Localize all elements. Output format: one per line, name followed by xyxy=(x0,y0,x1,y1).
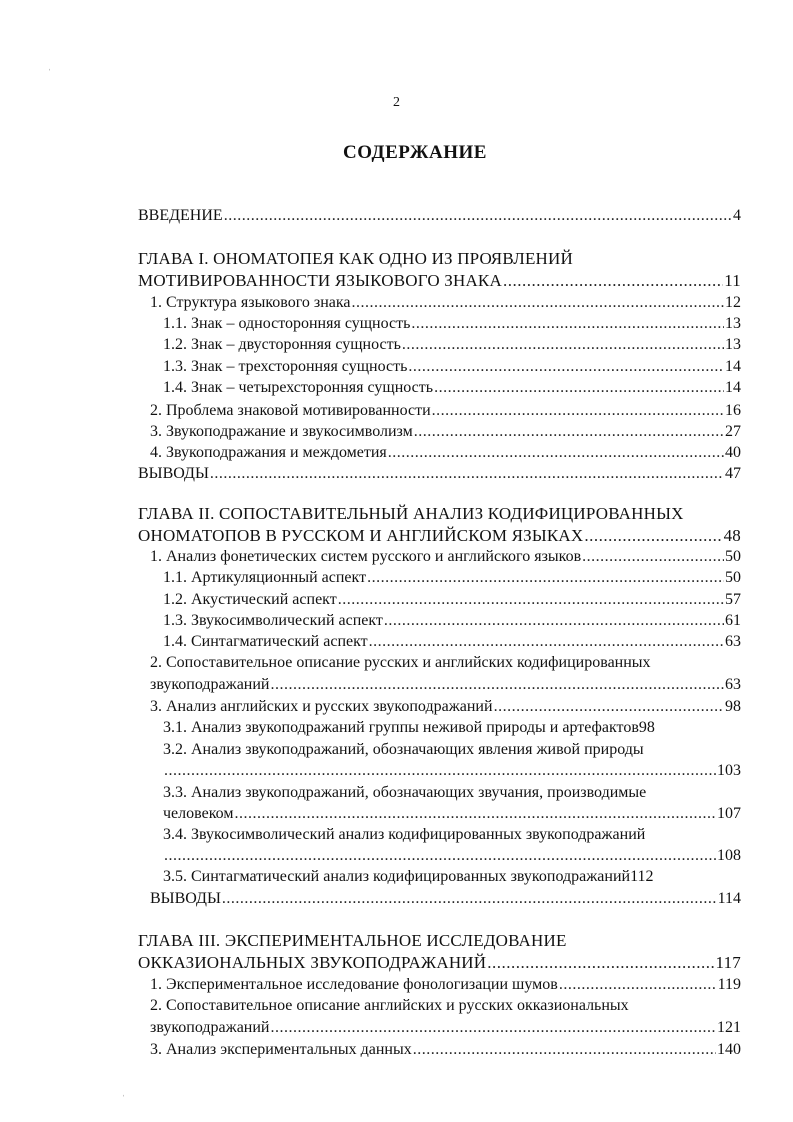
toc-entry-intro[interactable] xyxy=(138,205,741,227)
toc-leader-dots xyxy=(270,674,724,696)
toc-entry-label: ОККАЗИОНАЛЬНЫХ ЗВУКОПОДРАЖАНИЙ xyxy=(138,953,487,972)
toc-entry-label: 1. Экспериментальное исследование фонологизации шумов xyxy=(150,976,558,993)
toc-entry-label: 1.3. Знак – трехсторонняя сущность xyxy=(163,358,408,375)
toc-entry-label: ВВЕДЕНИЕ xyxy=(138,207,223,224)
toc-chapter-3-title-cont[interactable] xyxy=(138,952,741,974)
toc-entry-label: человеком xyxy=(163,805,234,822)
toc-entry[interactable] xyxy=(163,717,741,739)
toc-entry[interactable] xyxy=(150,546,741,568)
toc-entry-page: 119 xyxy=(717,976,741,993)
toc-entry-label: 1. Анализ фонетических систем русского и английского языков xyxy=(150,548,582,565)
toc-leader-dots xyxy=(164,760,716,782)
toc-leader-dots xyxy=(582,546,724,568)
toc-entry-page: 13 xyxy=(725,315,741,332)
toc-entry[interactable] xyxy=(150,696,741,718)
toc-entry-line2[interactable] xyxy=(150,1017,741,1039)
toc-leader-dots xyxy=(352,292,725,314)
toc-entry-label: звукоподражаний xyxy=(150,676,270,693)
toc-entry-page: 114 xyxy=(717,890,741,907)
toc-entry-line2[interactable] xyxy=(163,803,741,825)
toc-entry-page: 47 xyxy=(725,465,741,482)
toc-entry-page: 16 xyxy=(725,402,741,419)
toc-entry-label: 1. Структура языкового знака xyxy=(150,294,351,311)
toc-leader-dots xyxy=(388,442,724,464)
toc-entry-page: 140 xyxy=(717,1041,741,1058)
toc-entry-page: 13 xyxy=(725,336,741,353)
toc-entry-label: 3.5. Синтагматический анализ кодифицированных звукоподражаний xyxy=(163,868,631,885)
toc-entry-page: 12 xyxy=(725,294,741,311)
toc-entry-line2[interactable] xyxy=(163,845,741,867)
toc-entry-page: 27 xyxy=(725,423,741,440)
toc-entry-page: 103 xyxy=(717,762,741,779)
toc-entry-page: 63 xyxy=(725,633,741,650)
toc-entry-label: 2. Проблема знаковой мотивированности xyxy=(150,402,431,419)
toc-leader-dots xyxy=(369,631,724,653)
toc-entry[interactable] xyxy=(150,400,741,422)
toc-leader-dots xyxy=(224,205,732,227)
toc-entry-label: ВЫВОДЫ xyxy=(150,890,221,907)
toc-entry-line1[interactable]: 3.4. Звукосимволический анализ кодифицированных звукоподражаний xyxy=(163,826,646,843)
toc-leader-dots xyxy=(584,525,722,547)
toc-leader-dots xyxy=(434,377,724,399)
toc-entry-conclusions[interactable] xyxy=(138,463,741,485)
toc-leader-dots xyxy=(559,974,717,996)
toc-chapter-3-title[interactable]: ГЛАВА III. ЭКСПЕРИМЕНТАЛЬНОЕ ИССЛЕДОВАНИЕ xyxy=(138,931,567,950)
toc-leader-dots xyxy=(487,952,714,974)
toc-entry-label: МОТИВИРОВАННОСТИ ЯЗЫКОВОГО ЗНАКА xyxy=(138,271,502,290)
toc-entry-page: 108 xyxy=(717,847,741,864)
toc-chapter-2-title-cont[interactable] xyxy=(138,525,741,547)
toc-entry-page: 121 xyxy=(717,1019,741,1036)
toc-entry-page: 63 xyxy=(725,676,741,693)
toc-leader-dots xyxy=(494,696,724,718)
scan-speck: ˈ xyxy=(122,1094,126,1105)
toc-entry-line1[interactable]: 3.2. Анализ звукоподражаний, обозначающих явления живой природы xyxy=(163,741,644,758)
toc-entry[interactable] xyxy=(163,334,741,356)
toc-entry[interactable] xyxy=(163,631,741,653)
toc-leader-dots xyxy=(210,463,724,485)
toc-entry-page: 11 xyxy=(724,271,741,290)
toc-entry-label: 1.4. Синтагматический аспект xyxy=(163,633,368,650)
toc-entry-label: 1.3. Звукосимволический аспект xyxy=(163,612,383,629)
toc-entry-line2[interactable] xyxy=(163,760,741,782)
toc-entry-page: 117 xyxy=(715,953,741,972)
toc-entry-page: 107 xyxy=(717,805,741,822)
toc-leader-dots xyxy=(222,888,717,910)
toc-leader-dots xyxy=(234,803,716,825)
toc-entry-page: 98 xyxy=(638,719,655,736)
scan-speck: ˈ xyxy=(48,68,52,79)
toc-entry[interactable] xyxy=(163,589,741,611)
toc-leader-dots xyxy=(503,270,723,292)
toc-leader-dots xyxy=(408,356,724,378)
toc-entry-conclusions[interactable] xyxy=(150,888,741,910)
toc-entry[interactable] xyxy=(163,866,741,888)
toc-entry-page: 98 xyxy=(725,698,741,715)
toc-leader-dots xyxy=(414,421,724,443)
toc-leader-dots xyxy=(432,400,724,422)
toc-entry-page: 61 xyxy=(725,612,741,629)
toc-entry-page: 57 xyxy=(725,591,741,608)
toc-entry-label: 1.1. Артикуляционный аспект xyxy=(163,569,367,586)
toc-entry[interactable] xyxy=(150,421,741,443)
toc-entry-label: ОНОМАТОПОВ В РУССКОМ И АНГЛИЙСКОМ ЯЗЫКАХ xyxy=(138,526,584,545)
toc-leader-dots xyxy=(384,610,724,632)
toc-leader-dots xyxy=(367,567,724,589)
toc-entry[interactable] xyxy=(163,313,741,335)
toc-entry-label: 3. Анализ английских и русских звукоподражаний xyxy=(150,698,493,715)
toc-entry[interactable] xyxy=(150,974,741,996)
toc-entry-page: 112 xyxy=(630,868,654,885)
toc-entry[interactable] xyxy=(163,610,741,632)
toc-entry-label: 1.2. Акустический аспект xyxy=(163,591,337,608)
toc-entry[interactable] xyxy=(163,356,741,378)
toc-entry[interactable] xyxy=(150,442,741,464)
toc-entry-label: 4. Звукоподражания и междометия xyxy=(150,444,387,461)
toc-leader-dots xyxy=(270,1017,716,1039)
toc-chapter-1-title-cont[interactable] xyxy=(138,270,741,292)
toc-entry-line2[interactable] xyxy=(150,674,741,696)
toc-entry-label: ВЫВОДЫ xyxy=(138,465,209,482)
toc-entry-page: 14 xyxy=(725,379,741,396)
toc-leader-dots xyxy=(402,334,724,356)
toc-entry-label: 1.4. Знак – четырехсторонняя сущность xyxy=(163,379,434,396)
toc-entry[interactable] xyxy=(150,1039,741,1061)
toc-entry[interactable] xyxy=(163,567,741,589)
toc-chapter-2-title[interactable]: ГЛАВА II. СОПОСТАВИТЕЛЬНЫЙ АНАЛИЗ КОДИФИЦИРОВАННЫХ xyxy=(138,504,684,523)
toc-entry-label: 3. Звукоподражание и звукосимволизм xyxy=(150,423,413,440)
toc-entry-line1[interactable]: 2. Сопоставительное описание русских и английских кодифицированных xyxy=(150,654,651,671)
toc-entry[interactable] xyxy=(150,292,741,314)
toc-entry-label: 1.1. Знак – односторонняя сущность xyxy=(163,315,411,332)
toc-entry[interactable] xyxy=(163,377,741,399)
toc-leader-dots xyxy=(411,313,724,335)
toc-entry-page: 4 xyxy=(733,207,741,224)
toc-entry-page: 50 xyxy=(725,548,741,565)
toc-entry-label: 1.2. Знак – двусторонняя сущность xyxy=(163,336,401,353)
toc-chapter-1-title[interactable]: ГЛАВА I. ОНОМАТОПЕЯ КАК ОДНО ИЗ ПРОЯВЛЕНИЙ xyxy=(138,249,573,268)
toc-leader-dots xyxy=(413,1039,716,1061)
toc-entry-label: звукоподражаний xyxy=(150,1019,270,1036)
toc-entry-line1[interactable]: 3.3. Анализ звукоподражаний, обозначающих звучания, производимые xyxy=(163,784,647,801)
toc-entry-page: 40 xyxy=(725,444,741,461)
toc-entry-line1[interactable]: 2. Сопоставительное описание английских и русских окказиональных xyxy=(150,997,629,1014)
toc-entry-page: 14 xyxy=(725,358,741,375)
toc-entry-label: 3. Анализ экспериментальных данных xyxy=(150,1041,412,1058)
page-title: СОДЕРЖАНИЕ xyxy=(343,142,487,163)
toc-entry-label: 3.1. Анализ звукоподражаний группы неживой природы и артефактов xyxy=(163,719,639,736)
page-number: 2 xyxy=(393,95,400,110)
toc-entry-page: 48 xyxy=(723,526,741,545)
toc-entry-page: 50 xyxy=(725,569,741,586)
toc-leader-dots xyxy=(338,589,724,611)
toc-leader-dots xyxy=(164,845,716,867)
